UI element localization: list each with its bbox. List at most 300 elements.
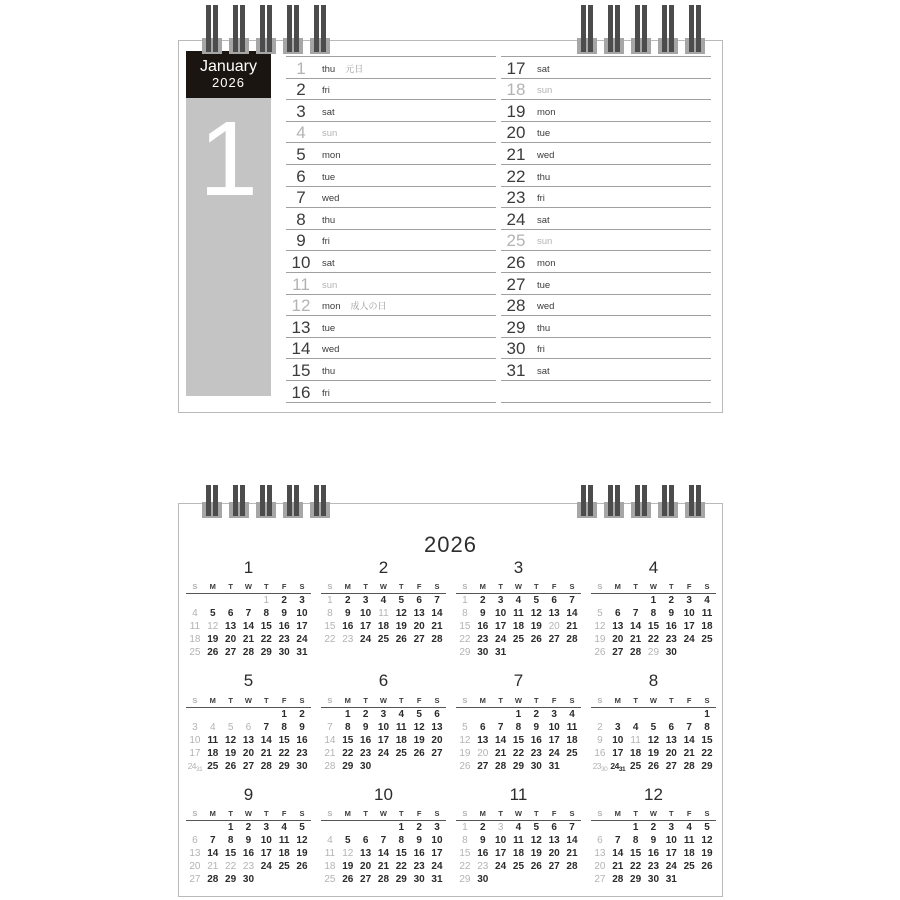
day-cell bbox=[222, 708, 240, 721]
day-cell: 8 bbox=[281, 721, 287, 733]
day-cell: 29 bbox=[647, 647, 660, 659]
day-cell: 1 bbox=[462, 822, 468, 834]
spiral-ring-icon bbox=[685, 5, 705, 57]
day-cell: 9 bbox=[597, 734, 603, 746]
ring-holder-icon bbox=[631, 38, 651, 54]
weekday-label: mon bbox=[537, 257, 556, 269]
date-number: 8 bbox=[296, 209, 306, 229]
day-cell: 11 bbox=[189, 621, 201, 633]
day-cell: 19 bbox=[225, 747, 237, 759]
day-cell: 21 bbox=[566, 621, 578, 633]
day-cell: 25 bbox=[377, 634, 390, 646]
day-cell bbox=[257, 708, 275, 721]
day-cell: 20 bbox=[477, 747, 489, 759]
day-cell: 28 bbox=[242, 647, 255, 659]
day-cell: 1 bbox=[704, 708, 710, 720]
day-cell: 31 bbox=[296, 647, 308, 659]
mini-month-label: 11 bbox=[509, 784, 528, 804]
day-cell: 24 bbox=[683, 634, 695, 646]
day-cell: 9 bbox=[533, 721, 540, 733]
day-cell: 3 bbox=[668, 822, 675, 834]
weekday-header: T bbox=[399, 695, 404, 705]
day-cell: 18 bbox=[278, 848, 290, 860]
day-cell: 29 bbox=[225, 874, 237, 886]
day-cell: 11 bbox=[396, 721, 407, 733]
day-cell: 6 bbox=[416, 595, 422, 607]
day-cell: 14 bbox=[566, 608, 578, 620]
spiral-ring-icon bbox=[283, 485, 303, 520]
day-cell-overflow: 30 bbox=[601, 765, 608, 773]
date-number: 1 bbox=[296, 58, 306, 78]
date-row bbox=[501, 381, 711, 403]
day-cell bbox=[563, 873, 581, 886]
week-row bbox=[591, 747, 716, 760]
day-cell: 8 bbox=[650, 608, 657, 620]
week-row bbox=[186, 760, 311, 773]
weekday-header: F bbox=[416, 809, 422, 819]
week-row bbox=[456, 594, 581, 607]
ring-wire-icon bbox=[615, 5, 620, 52]
week-row bbox=[321, 873, 446, 886]
spiral-ring-icon bbox=[658, 5, 678, 57]
week-row bbox=[456, 747, 581, 760]
day-cell: 7 bbox=[614, 835, 621, 847]
day-cell: 14 bbox=[495, 734, 507, 746]
weekday-header: T bbox=[363, 809, 368, 819]
day-cell: 20 bbox=[548, 848, 560, 860]
mini-month-label: 10 bbox=[374, 784, 393, 804]
ring-wire-icon bbox=[233, 485, 238, 516]
day-cell: 16 bbox=[530, 734, 542, 746]
date-row bbox=[286, 57, 496, 79]
day-cell: 1 bbox=[344, 708, 351, 720]
day-cell: 13 bbox=[477, 734, 489, 746]
weekday-header-row bbox=[186, 697, 311, 708]
day-cell: 13 bbox=[360, 848, 372, 860]
weekday-header: T bbox=[669, 809, 674, 819]
week-row bbox=[321, 747, 446, 760]
day-cell bbox=[680, 646, 698, 659]
day-cell: 9 bbox=[479, 608, 486, 620]
mini-month bbox=[591, 671, 716, 772]
mini-month-label: 5 bbox=[243, 671, 254, 691]
day-cell: 23 bbox=[360, 747, 372, 759]
weekday-label: wed bbox=[322, 344, 340, 356]
day-cell: 22 bbox=[324, 634, 336, 646]
weekday-header: T bbox=[498, 695, 503, 705]
day-cell: 17 bbox=[548, 734, 560, 746]
date-row bbox=[501, 359, 711, 381]
day-cell: 23 bbox=[413, 861, 425, 873]
day-cell: 28 bbox=[566, 861, 578, 873]
weekday-label: mon bbox=[322, 301, 341, 313]
day-cell: 12 bbox=[342, 848, 354, 860]
weekday-header: S bbox=[597, 809, 603, 819]
weekday-header: W bbox=[649, 582, 657, 592]
holiday-note: 元日 bbox=[345, 63, 364, 74]
day-cell: 10 bbox=[612, 734, 624, 746]
day-cell: 28 bbox=[260, 760, 272, 772]
day-cell: 18 bbox=[377, 621, 390, 633]
day-cell: 22 bbox=[342, 747, 354, 759]
day-cell: 19 bbox=[395, 621, 407, 633]
weekday-header-row bbox=[186, 810, 311, 821]
date-number: 14 bbox=[291, 339, 311, 359]
day-cell bbox=[357, 821, 375, 834]
date-number: 3 bbox=[296, 101, 306, 121]
weekday-label: fri bbox=[322, 85, 330, 97]
week-row bbox=[321, 620, 446, 633]
day-cell: 11 bbox=[324, 848, 336, 860]
day-cell: 6 bbox=[551, 822, 557, 834]
weekday-label: fri bbox=[537, 344, 545, 356]
day-cell: 13 bbox=[431, 721, 443, 733]
weekday-header: F bbox=[281, 809, 287, 819]
day-cell: 14 bbox=[612, 848, 624, 860]
day-cell bbox=[645, 708, 663, 721]
day-cell: 17 bbox=[495, 621, 507, 633]
ring-wire-icon bbox=[294, 5, 299, 52]
weekday-header: T bbox=[633, 809, 638, 819]
day-cell: 21 bbox=[260, 747, 272, 759]
weekday-label: tue bbox=[322, 171, 336, 183]
day-cell: 14 bbox=[377, 848, 390, 860]
day-cell: 9 bbox=[299, 721, 305, 733]
weekday-label: sat bbox=[322, 257, 335, 269]
date-column-right bbox=[501, 56, 711, 403]
day-cell: 7 bbox=[569, 822, 575, 834]
day-cell bbox=[510, 646, 528, 659]
day-cell bbox=[591, 821, 609, 834]
day-cell: 5 bbox=[398, 595, 405, 607]
weekday-header-row bbox=[321, 810, 446, 821]
spiral-binding-right bbox=[577, 485, 705, 520]
mini-month bbox=[591, 785, 716, 886]
ring-wire-icon bbox=[314, 485, 319, 516]
day-cell: 27 bbox=[360, 874, 372, 886]
day-cell: 29 bbox=[342, 760, 354, 772]
day-cell: 28 bbox=[566, 634, 578, 646]
weekday-header-row bbox=[321, 583, 446, 594]
weekday-label: thu bbox=[322, 214, 336, 226]
day-cell bbox=[527, 646, 545, 659]
date-number: 15 bbox=[291, 360, 311, 380]
day-cell: 3 bbox=[380, 708, 387, 720]
day-cell bbox=[204, 708, 222, 721]
ring-wire-icon bbox=[588, 485, 593, 516]
date-row bbox=[286, 187, 496, 209]
day-cell bbox=[698, 646, 716, 659]
day-cell: 8 bbox=[227, 835, 234, 847]
weekday-header: S bbox=[192, 809, 198, 819]
ring-wire-icon bbox=[662, 485, 667, 516]
day-cell: 23 bbox=[477, 861, 489, 873]
day-cell: 26 bbox=[530, 861, 542, 873]
mini-month-label: 2 bbox=[378, 558, 389, 577]
day-cell: 4 bbox=[704, 595, 710, 607]
weekday-label: thu bbox=[537, 171, 551, 183]
date-number: 2 bbox=[296, 80, 306, 100]
day-cell: 27 bbox=[225, 647, 237, 659]
weekday-label: tue bbox=[537, 279, 551, 291]
day-cell: 4 bbox=[632, 721, 639, 733]
day-cell: 16 bbox=[665, 621, 677, 633]
day-cell: 19 bbox=[413, 734, 425, 746]
weekday-header: T bbox=[633, 582, 638, 592]
day-cell: 26 bbox=[296, 861, 308, 873]
weekday-header: S bbox=[597, 582, 603, 592]
weekday-label: sat bbox=[537, 63, 550, 75]
day-cell: 3 bbox=[263, 822, 270, 834]
day-cell: 8 bbox=[398, 835, 405, 847]
day-cell: 6 bbox=[614, 608, 621, 620]
date-number: 4 bbox=[296, 123, 306, 143]
day-cell: 12 bbox=[395, 608, 407, 620]
day-cell: 9 bbox=[362, 721, 369, 733]
ring-wire-icon bbox=[321, 485, 326, 516]
day-cell: 3 bbox=[686, 595, 692, 607]
day-cell: 18 bbox=[395, 734, 407, 746]
day-cell bbox=[680, 873, 698, 886]
day-cell: 21 bbox=[207, 861, 219, 873]
day-cell: 1 bbox=[462, 595, 468, 607]
weekday-header-row bbox=[321, 697, 446, 708]
day-cell: 2 bbox=[597, 721, 603, 733]
day-cell: 6 bbox=[245, 721, 252, 733]
date-number: 13 bbox=[291, 317, 311, 337]
day-cell: 10 bbox=[683, 608, 695, 620]
day-cell: 7 bbox=[327, 721, 333, 733]
spiral-ring-icon bbox=[229, 485, 249, 520]
day-cell: 17 bbox=[612, 747, 624, 759]
day-cell: 25 bbox=[324, 874, 336, 886]
weekday-header: F bbox=[551, 809, 557, 819]
day-cell: 20 bbox=[413, 621, 425, 633]
date-row bbox=[286, 273, 496, 295]
date-row bbox=[286, 100, 496, 122]
day-cell: 2 bbox=[416, 822, 422, 834]
day-cell: 19 bbox=[594, 634, 606, 646]
day-cell: 11 bbox=[683, 835, 695, 847]
day-cell: 23 bbox=[647, 861, 660, 873]
day-cell: 16 bbox=[296, 734, 308, 746]
mini-month-label: 12 bbox=[644, 784, 663, 804]
weekday-header: S bbox=[434, 695, 440, 705]
day-cell: 13 bbox=[413, 608, 425, 620]
day-cell: 11 bbox=[701, 608, 713, 620]
date-number: 20 bbox=[506, 123, 526, 143]
weekday-header-row bbox=[186, 583, 311, 594]
date-row bbox=[501, 208, 711, 230]
week-row bbox=[321, 594, 446, 607]
day-cell: 9 bbox=[344, 608, 351, 620]
spiral-ring-icon bbox=[310, 485, 330, 520]
day-cell bbox=[321, 708, 339, 721]
day-cell: 4 bbox=[327, 835, 333, 847]
day-cell: 10 bbox=[548, 721, 560, 733]
holiday-note: 成人の日 bbox=[350, 301, 387, 312]
day-cell: 18 bbox=[701, 621, 713, 633]
day-cell: 8 bbox=[462, 608, 468, 620]
day-cell: 20 bbox=[665, 747, 677, 759]
day-cell: 25 bbox=[189, 647, 201, 659]
day-cell: 21 bbox=[324, 747, 336, 759]
ring-wire-icon bbox=[233, 5, 238, 52]
day-cell: 7 bbox=[632, 608, 639, 620]
day-cell: 13 bbox=[242, 734, 255, 746]
weekday-header: T bbox=[498, 582, 503, 592]
weekday-header: T bbox=[669, 695, 674, 705]
ring-holder-icon bbox=[310, 502, 330, 518]
day-cell: 12 bbox=[594, 621, 606, 633]
day-cell: 11 bbox=[278, 835, 290, 847]
week-row bbox=[456, 847, 581, 860]
day-cell: 28 bbox=[377, 874, 390, 886]
day-cell: 17 bbox=[260, 848, 272, 860]
week-row bbox=[186, 734, 311, 747]
day-cell: 21 bbox=[630, 634, 642, 646]
spiral-ring-icon bbox=[658, 485, 678, 520]
day-cell: 15 bbox=[342, 734, 354, 746]
weekday-header: T bbox=[633, 695, 638, 705]
weekday-header: F bbox=[416, 582, 422, 592]
day-cell: 15 bbox=[260, 621, 272, 633]
spiral-ring-icon bbox=[283, 5, 303, 57]
day-cell: 30 bbox=[647, 874, 660, 886]
month-number: 1 bbox=[199, 100, 258, 218]
weekday-header: S bbox=[704, 582, 710, 592]
day-cell: 26 bbox=[594, 647, 606, 659]
day-cell: 16 bbox=[594, 747, 606, 759]
day-cell: 10 bbox=[495, 835, 507, 847]
week-row bbox=[186, 721, 311, 734]
day-cell: 17 bbox=[431, 848, 443, 860]
day-cell: 24 bbox=[260, 861, 272, 873]
day-cell: 12 bbox=[701, 835, 713, 847]
day-cell: 31 bbox=[431, 874, 443, 886]
mini-month bbox=[456, 558, 581, 659]
day-cell: 30 bbox=[477, 874, 489, 886]
day-cell bbox=[492, 873, 510, 886]
day-cell: 5 bbox=[704, 822, 710, 834]
day-cell: 15 bbox=[324, 621, 336, 633]
day-cell: 28 bbox=[324, 760, 336, 772]
mini-month bbox=[186, 558, 311, 659]
day-cell: 2 bbox=[479, 822, 486, 834]
day-cell: 25 bbox=[207, 760, 219, 772]
ring-wire-icon bbox=[213, 5, 218, 52]
day-cell: 28 bbox=[630, 647, 642, 659]
day-cell: 28 bbox=[207, 874, 219, 886]
ring-wire-icon bbox=[321, 5, 326, 52]
day-cell: 3 bbox=[362, 595, 369, 607]
weekday-header: W bbox=[649, 695, 657, 705]
day-cell: 16 bbox=[278, 621, 290, 633]
week-row bbox=[321, 633, 446, 646]
day-cell: 19 bbox=[459, 747, 471, 759]
ring-holder-icon bbox=[631, 502, 651, 518]
date-row bbox=[286, 381, 496, 403]
day-cell: 13 bbox=[548, 608, 560, 620]
month-number-panel bbox=[186, 98, 271, 396]
day-cell-overflow: 31 bbox=[618, 765, 626, 773]
date-row bbox=[286, 359, 496, 381]
week-row bbox=[186, 834, 311, 847]
day-cell: 27 bbox=[612, 647, 624, 659]
day-cell bbox=[662, 708, 680, 721]
day-cell: 16 bbox=[477, 621, 489, 633]
ring-holder-icon bbox=[310, 38, 330, 54]
day-cell bbox=[545, 646, 563, 659]
week-row bbox=[186, 594, 311, 607]
day-cell: 22 bbox=[630, 861, 642, 873]
day-cell: 18 bbox=[683, 848, 695, 860]
date-row bbox=[501, 273, 711, 295]
day-cell: 22 bbox=[395, 861, 407, 873]
day-cell: 19 bbox=[530, 621, 542, 633]
weekday-header: S bbox=[327, 695, 333, 705]
day-cell bbox=[186, 594, 204, 607]
day-cell: 27 bbox=[413, 634, 425, 646]
day-cell bbox=[240, 594, 258, 607]
day-cell: 29 bbox=[260, 647, 272, 659]
day-cell: 30 bbox=[477, 647, 489, 659]
weekday-header: W bbox=[244, 809, 252, 819]
weekday-header: F bbox=[551, 695, 557, 705]
day-cell: 19 bbox=[701, 848, 713, 860]
date-number: 7 bbox=[296, 188, 306, 208]
day-cell: 26 bbox=[342, 874, 354, 886]
day-cell: 20 bbox=[225, 634, 237, 646]
spiral-ring-icon bbox=[577, 485, 597, 520]
day-cell: 18 bbox=[566, 734, 578, 746]
date-number: 30 bbox=[506, 339, 526, 359]
week-row bbox=[591, 834, 716, 847]
date-column-left bbox=[286, 56, 496, 403]
day-cell: 12 bbox=[225, 734, 237, 746]
day-cell bbox=[563, 760, 581, 773]
mini-month bbox=[186, 785, 311, 886]
day-cell: 2 bbox=[245, 822, 252, 834]
week-row bbox=[186, 607, 311, 620]
date-number: 26 bbox=[506, 252, 526, 272]
week-row bbox=[321, 607, 446, 620]
day-cell: 5 bbox=[597, 608, 603, 620]
mini-month bbox=[456, 671, 581, 772]
day-cell: 12 bbox=[647, 734, 660, 746]
day-cell: 24 bbox=[377, 747, 390, 759]
ring-wire-icon bbox=[240, 485, 245, 516]
ring-holder-icon bbox=[577, 502, 597, 518]
weekday-header: T bbox=[534, 695, 539, 705]
day-cell: 9 bbox=[245, 835, 252, 847]
day-cell: 1 bbox=[632, 822, 639, 834]
weekday-label: sat bbox=[537, 365, 550, 377]
day-cell: 2 bbox=[362, 708, 369, 720]
ring-holder-icon bbox=[604, 502, 624, 518]
week-row bbox=[591, 633, 716, 646]
day-cell: 4 bbox=[686, 822, 692, 834]
mini-month bbox=[321, 785, 446, 886]
day-cell: 15 bbox=[395, 848, 407, 860]
day-cell: 26 bbox=[530, 634, 542, 646]
day-cell-overflow: 31 bbox=[196, 765, 203, 773]
weekday-header: T bbox=[669, 582, 674, 592]
day-cell: 5 bbox=[416, 708, 422, 720]
week-row bbox=[186, 646, 311, 659]
day-cell: 11 bbox=[207, 734, 219, 746]
day-cell: 26 bbox=[413, 747, 425, 759]
